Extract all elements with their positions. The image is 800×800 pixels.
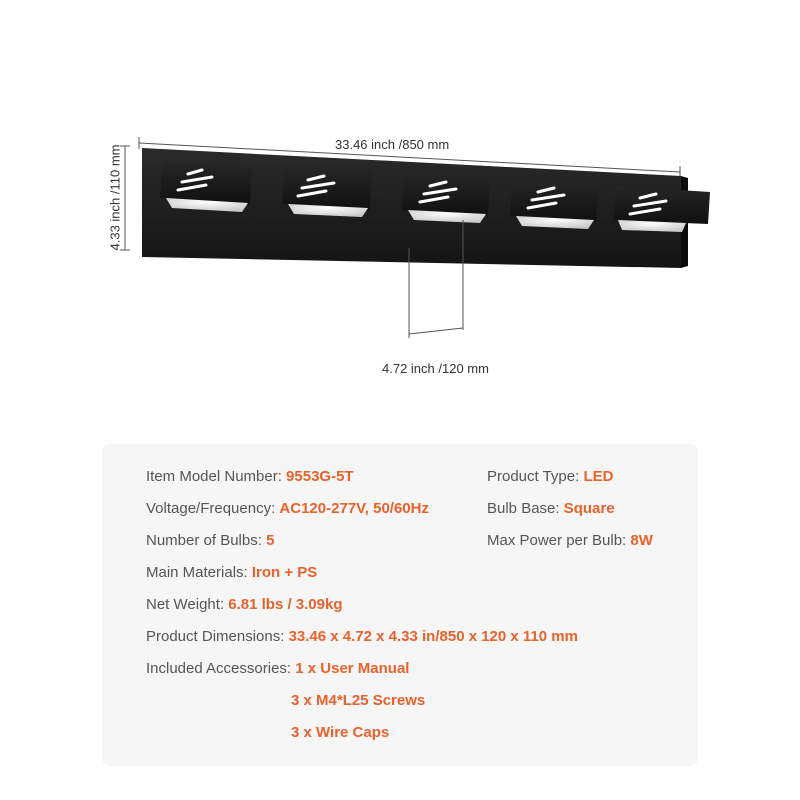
spec-value: LED xyxy=(583,468,614,485)
spec-max-power xyxy=(487,532,653,549)
spec-label: Product Dimensions: xyxy=(146,628,289,645)
spec-product-type xyxy=(487,468,613,485)
spec-value: 5 xyxy=(266,532,275,549)
spec-value: 8W xyxy=(630,532,653,549)
spec-label: Main Materials: xyxy=(146,564,252,581)
accessory-item-row xyxy=(291,724,389,741)
accessory-item: 3 x Wire Caps xyxy=(291,724,390,741)
spec-product-dimensions xyxy=(146,628,578,645)
spec-model-number xyxy=(146,468,354,485)
lamp-shade-2 xyxy=(282,168,372,217)
lamp-shade-5 xyxy=(614,186,710,232)
spec-value: Square xyxy=(563,500,615,517)
spec-label: Number of Bulbs: xyxy=(146,532,267,549)
spec-number-of-bulbs xyxy=(146,532,274,549)
spec-voltage xyxy=(146,500,429,517)
spec-materials xyxy=(146,564,317,581)
accessory-item-row xyxy=(291,692,425,709)
spec-net-weight xyxy=(146,596,343,613)
spec-bulb-base xyxy=(487,500,615,517)
spec-value: 9553G-5T xyxy=(286,468,354,485)
spec-label: Voltage/Frequency: xyxy=(146,500,280,517)
spec-label: Bulb Base: xyxy=(487,500,564,517)
spec-value: Iron + PS xyxy=(251,564,318,581)
width-dimension-label: 33.46 inch /850 mm xyxy=(335,137,450,152)
spec-label: Item Model Number: xyxy=(146,468,287,485)
specification-card xyxy=(102,444,698,766)
spec-label: Net Weight: xyxy=(146,596,229,613)
spec-included-accessories xyxy=(146,660,409,677)
spec-value: 6.81 lbs / 3.09kg xyxy=(228,596,343,613)
spec-value: AC120-277V, 50/60Hz xyxy=(279,500,429,517)
spec-label: Max Power per Bulb: xyxy=(487,532,631,549)
lamp-shade-1 xyxy=(160,162,252,212)
lamp-shade-3 xyxy=(402,174,490,223)
lamp-shade-4 xyxy=(510,180,598,229)
spec-value: 33.46 x 4.72 x 4.33 in/850 x 120 x 110 mm xyxy=(288,628,578,645)
spec-label: Included Accessories: xyxy=(146,660,296,677)
depth-dimension-label: 4.72 inch /120 mm xyxy=(382,361,489,376)
height-dimension-label: 4.33 inch /110 mm xyxy=(107,144,123,251)
spec-label: Product Type: xyxy=(487,468,584,485)
accessory-item: 1 x User Manual xyxy=(295,660,410,677)
accessory-item: 3 x M4*L25 Screws xyxy=(291,692,426,709)
